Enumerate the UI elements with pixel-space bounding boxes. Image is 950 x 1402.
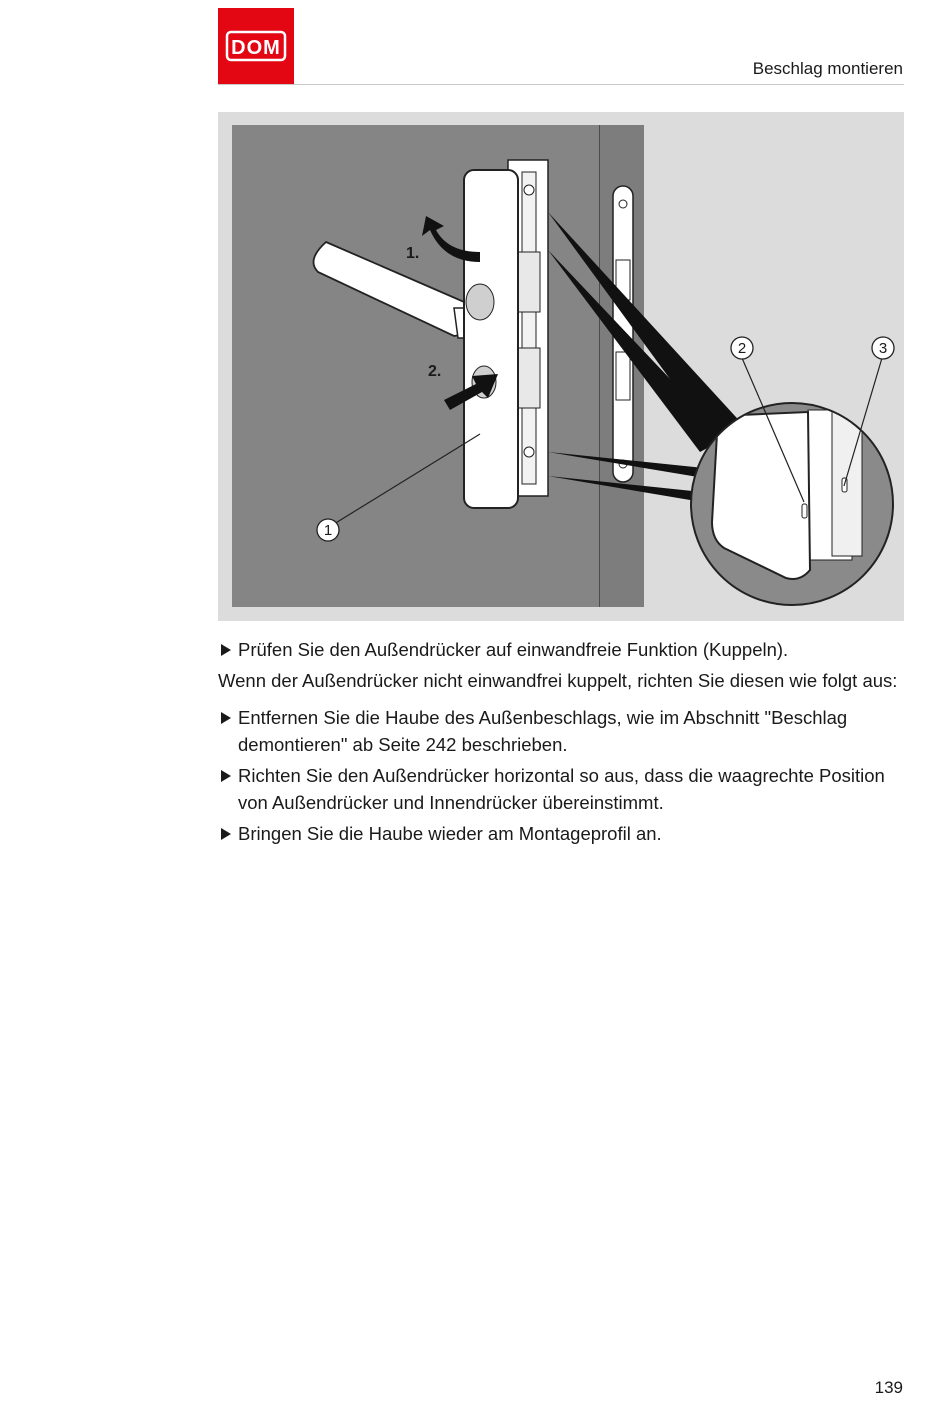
callout-1 [317, 519, 339, 541]
bullet-arrow-icon [221, 644, 231, 656]
instruction-paragraph: Wenn der Außendrücker nicht einwandfrei kuppelt, richten Sie diesen wie folgt aus: [218, 670, 898, 691]
instruction-step-text: Prüfen Sie den Außendrücker auf einwandfreie Funktion (Kuppeln). [238, 639, 789, 660]
instruction-step-text: Richten Sie den Außendrücker horizontal so aus, dass die waagrechte Position von Außendrücker und Innendrücker übereinstimmt. [238, 765, 885, 813]
svg-text:DOM: DOM [231, 37, 281, 59]
callout-3-label: 3 [878, 340, 888, 357]
outer-cover [464, 170, 518, 508]
instruction-text [218, 636, 908, 851]
callout-2-label: 2 [737, 340, 747, 357]
callout-1-label: 1 [323, 522, 333, 539]
illustration-svg [218, 112, 904, 621]
section-title: Beschlag montieren [752, 59, 903, 78]
callout-3 [872, 337, 894, 359]
bullet-arrow-icon [221, 712, 231, 724]
bullet-arrow-icon [221, 828, 231, 840]
dom-logo-mark [218, 8, 294, 84]
instruction-step [218, 704, 908, 758]
mounting-illustration [218, 112, 904, 621]
page-number: 139 [874, 1378, 903, 1397]
instruction-step [218, 636, 908, 663]
bullet-arrow-icon [221, 770, 231, 782]
header-divider [218, 84, 904, 85]
instruction-step [218, 762, 908, 816]
step-label-1: 1. [406, 245, 420, 262]
instruction-step-text: Entfernen Sie die Haube des Außenbeschlags, wie im Abschnitt "Beschlag demontieren" ab Seite 242 beschrieben. [238, 707, 848, 755]
instruction-step [218, 820, 908, 847]
dom-logo [218, 8, 294, 84]
step-label-2: 2. [428, 363, 442, 380]
callout-2 [731, 337, 753, 359]
instruction-step-text: Bringen Sie die Haube wieder am Montageprofil an. [238, 823, 662, 844]
